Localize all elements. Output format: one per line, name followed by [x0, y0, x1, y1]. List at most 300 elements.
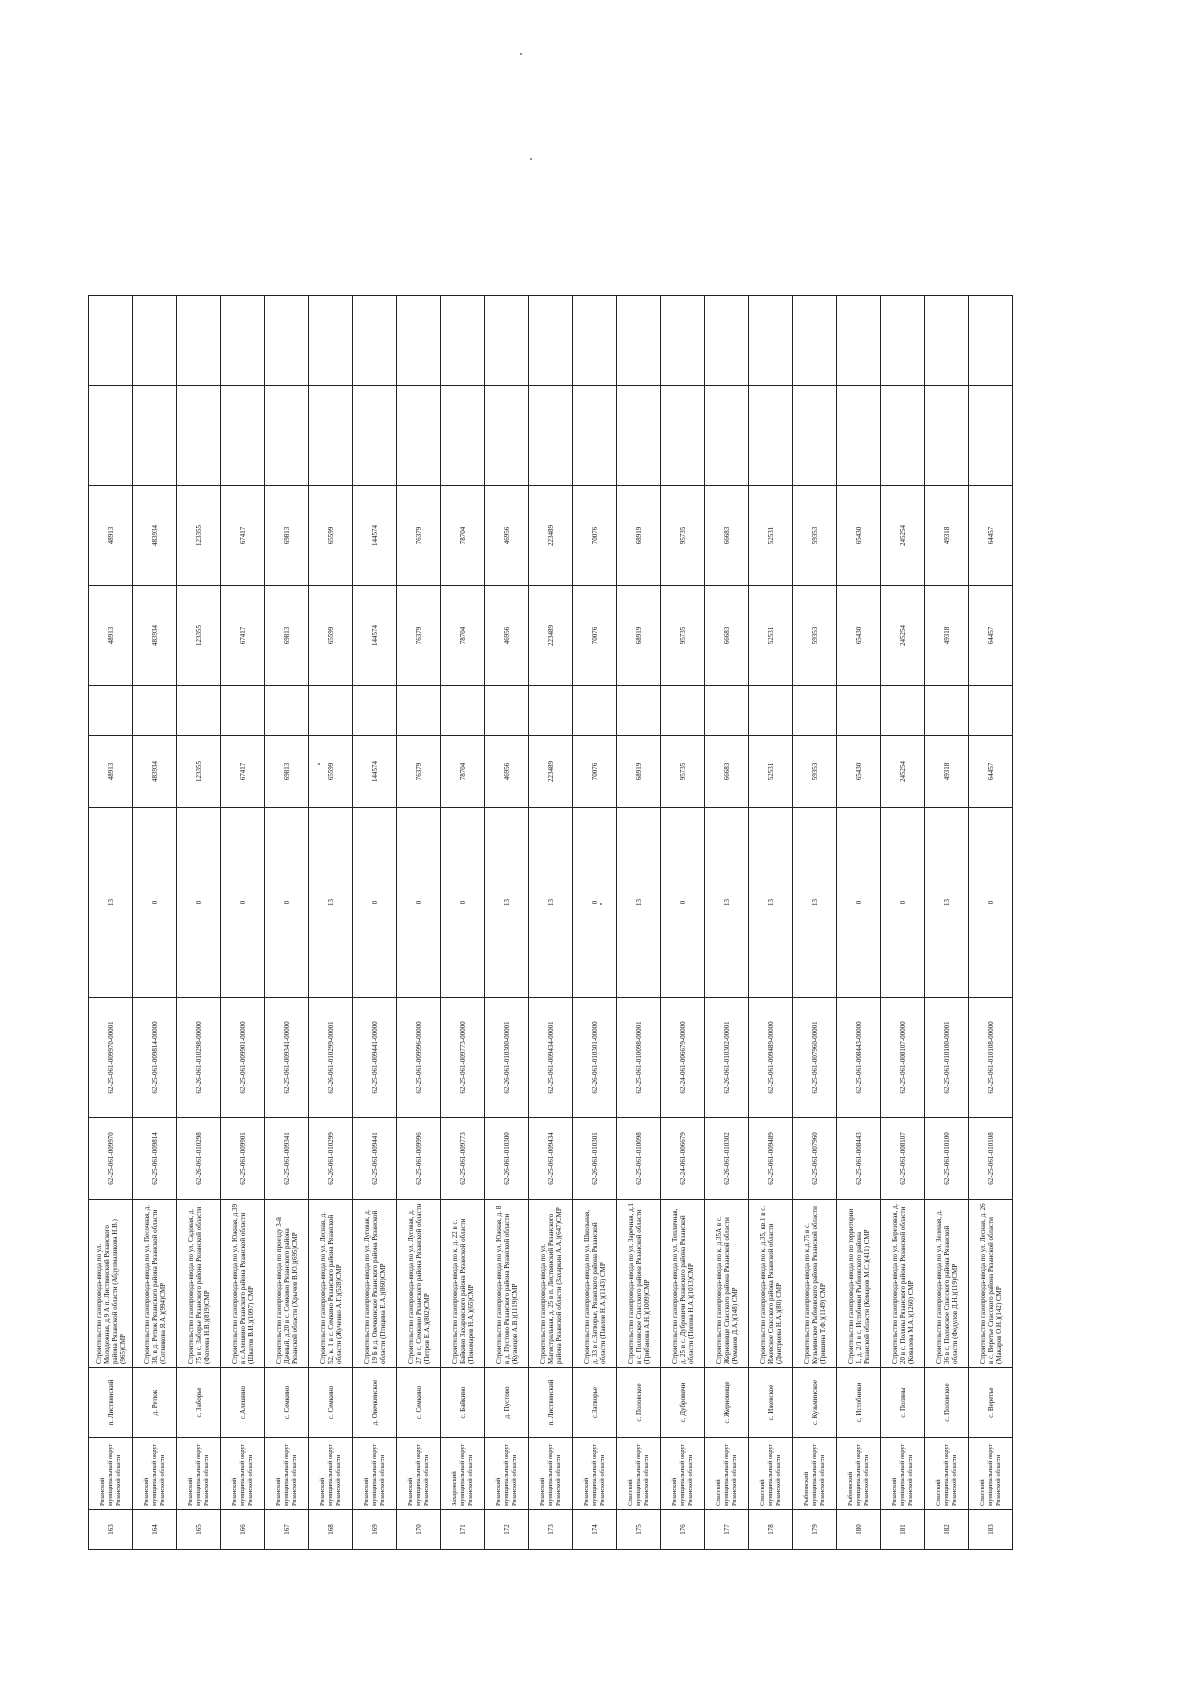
- description-cell: Строительство газопровода-ввода по ул. Луговая, д. 19 Б в д. Овечкинское Рязанского района Рязанской области (Птицина Е.А.)(860)СМР: [353, 1200, 397, 1368]
- extra-cell: [969, 386, 1013, 486]
- description-cell: Строительство газопровода-ввода по ул. Песочная, д. 38, в д. Ретюк Рязанского района Рязанской области (Сотникова Я.А.)(994)СМР: [133, 1200, 177, 1368]
- amount-federal-cell: 66683: [705, 586, 749, 686]
- amount-empty-cell: [925, 686, 969, 736]
- municipality-cell: Спасский муниципальный округ Рязанской области: [925, 1438, 969, 1510]
- settlement-cell: с. Семкино: [309, 1368, 353, 1438]
- table-row: [617, 296, 661, 1550]
- table-row: [529, 296, 573, 1550]
- row-number: 172: [485, 1510, 529, 1550]
- amount-total-cell: 64457: [969, 736, 1013, 808]
- amount-federal-cell: 76379: [397, 586, 441, 686]
- category-cell: 13: [309, 808, 353, 998]
- amount-total-cell: 68919: [617, 736, 661, 808]
- amount-total-cell: 65430: [837, 736, 881, 808]
- amount-total-cell: 144574: [353, 736, 397, 808]
- amount-regional-cell: 78704: [441, 486, 485, 586]
- amount-federal-cell: 65599: [309, 586, 353, 686]
- amount-federal-cell: 64457: [969, 586, 1013, 686]
- note-cell: [881, 296, 925, 386]
- extra-cell: [705, 386, 749, 486]
- object-code-cell: 62-26-061-010300-00001: [485, 998, 529, 1118]
- settlement-cell: с. Семкино: [397, 1368, 441, 1438]
- note-cell: [441, 296, 485, 386]
- municipality-cell: Спасский муниципальный округ Рязанской области: [969, 1438, 1013, 1510]
- settlement-cell: с. Байкино: [441, 1368, 485, 1438]
- table-row: [133, 296, 177, 1550]
- amount-empty-cell: [221, 686, 265, 736]
- amount-federal-cell: 78704: [441, 586, 485, 686]
- description-cell: Строительство газопровода-ввода по ул. Березовая, д. 20 в с. Поляны Рязанского района Рязанской области (Ковалева М.А.)(1260) СМР: [881, 1200, 925, 1368]
- row-number: 183: [969, 1510, 1013, 1550]
- municipality-cell: Рязанский муниципальный округ Рязанской области: [221, 1438, 265, 1510]
- amount-regional-cell: 245254: [881, 486, 925, 586]
- settlement-cell: с. Поляны: [881, 1368, 925, 1438]
- amount-regional-cell: 48913: [89, 486, 133, 586]
- row-number: 164: [133, 1510, 177, 1550]
- amount-empty-cell: [133, 686, 177, 736]
- extra-cell: [661, 386, 705, 486]
- amount-regional-cell: 49318: [925, 486, 969, 586]
- amount-empty-cell: [353, 686, 397, 736]
- extra-cell: [793, 386, 837, 486]
- amount-regional-cell: 69813: [265, 486, 309, 586]
- amount-regional-cell: 483934: [133, 486, 177, 586]
- row-number: 179: [793, 1510, 837, 1550]
- amount-total-cell: 483934: [133, 736, 177, 808]
- object-code-cell: 62-25-061-010108-00000: [969, 998, 1013, 1118]
- note-cell: [925, 296, 969, 386]
- object-id-cell: 62-25-061-009814: [133, 1118, 177, 1200]
- amount-federal-cell: 95735: [661, 586, 705, 686]
- table-row: [837, 296, 881, 1550]
- object-id-cell: 62-25-061-010108: [969, 1118, 1013, 1200]
- scan-speck: [520, 53, 522, 55]
- amount-federal-cell: 68919: [617, 586, 661, 686]
- municipality-cell: Рязанский муниципальный округ Рязанской области: [529, 1438, 573, 1510]
- amount-federal-cell: 483934: [133, 586, 177, 686]
- row-number: 178: [749, 1510, 793, 1550]
- row-number: 181: [881, 1510, 925, 1550]
- amount-total-cell: 67417: [221, 736, 265, 808]
- table-row: [881, 296, 925, 1550]
- amount-federal-cell: 70076: [573, 586, 617, 686]
- description-cell: Строительство газопровода-ввода по ул. Лесная, д. 26 в с. Веретье Спасского района Рязанской области (Макаров О.Н.)(142) СМР: [969, 1200, 1013, 1368]
- category-cell: 0: [133, 808, 177, 998]
- amount-regional-cell: 64457: [969, 486, 1013, 586]
- note-cell: [793, 296, 837, 386]
- object-id-cell: 62-25-061-009970: [89, 1118, 133, 1200]
- object-code-cell: 62-26-061-010301-00000: [573, 998, 617, 1118]
- row-number: 176: [661, 1510, 705, 1550]
- object-id-cell: 62-25-061-010100: [925, 1118, 969, 1200]
- category-cell: 0: [573, 808, 617, 998]
- gas-pipeline-table: [88, 295, 1013, 1550]
- amount-total-cell: 46956: [485, 736, 529, 808]
- municipality-cell: Рыбновский муниципальный округ Рязанской области: [793, 1438, 837, 1510]
- settlement-cell: с. Жерновище: [705, 1368, 749, 1438]
- row-number: 169: [353, 1510, 397, 1550]
- row-number: 171: [441, 1510, 485, 1550]
- municipality-cell: Рязанский муниципальный округ Рязанской области: [573, 1438, 617, 1510]
- amount-empty-cell: [969, 686, 1013, 736]
- settlement-cell: п. Листвянский: [89, 1368, 133, 1438]
- municipality-cell: Спасский муниципальный округ Рязанской области: [617, 1438, 661, 1510]
- table-row: [177, 296, 221, 1550]
- amount-federal-cell: 52531: [749, 586, 793, 686]
- amount-empty-cell: [265, 686, 309, 736]
- object-code-cell: 62-25-061-010098-00001: [617, 998, 661, 1118]
- amount-empty-cell: [881, 686, 925, 736]
- extra-cell: [89, 386, 133, 486]
- settlement-cell: с. Кузьминское: [793, 1368, 837, 1438]
- settlement-cell: с.Затворье: [573, 1368, 617, 1438]
- description-cell: Строительство газопровода-ввода по ул. Зеленая, д. 36 в с. Половское Спасского района Рязанской области (Федулов Д.Н.)(119)СМР: [925, 1200, 969, 1368]
- extra-cell: [177, 386, 221, 486]
- municipality-cell: Рязанский муниципальный округ Рязанской области: [265, 1438, 309, 1510]
- amount-federal-cell: 49318: [925, 586, 969, 686]
- amount-total-cell: 66683: [705, 736, 749, 808]
- category-cell: 13: [749, 808, 793, 998]
- object-code-cell: 62-25-061-009489-00000: [749, 998, 793, 1118]
- description-cell: Строительство газопровода-ввода по проезду 3-й Дачный, д.20 в с. Семкино Рязанского района Рязанской области (Хрычев В.Ю.)(695)СМР: [265, 1200, 309, 1368]
- amount-regional-cell: 70076: [573, 486, 617, 586]
- settlement-cell: п. Листвянский: [529, 1368, 573, 1438]
- amount-empty-cell: [617, 686, 661, 736]
- settlement-cell: с. Веретье: [969, 1368, 1013, 1438]
- amount-empty-cell: [397, 686, 441, 736]
- amount-empty-cell: [573, 686, 617, 736]
- note-cell: [397, 296, 441, 386]
- note-cell: [705, 296, 749, 386]
- note-cell: [661, 296, 705, 386]
- amount-total-cell: 65599: [309, 736, 353, 808]
- object-code-cell: 62-25-061-009773-00000: [441, 998, 485, 1118]
- table-row: [89, 296, 133, 1550]
- category-cell: 13: [485, 808, 529, 998]
- note-cell: [177, 296, 221, 386]
- description-cell: Строительство газопровода-ввода по ул. Школьная, д. 33 в с.Затворье, Рязанского района Рязанской области (Павлов Н.А.)(1143) СМР: [573, 1200, 617, 1368]
- extra-cell: [309, 386, 353, 486]
- note-cell: [573, 296, 617, 386]
- table-row: [969, 296, 1013, 1550]
- amount-regional-cell: 65599: [309, 486, 353, 586]
- amount-regional-cell: 59353: [793, 486, 837, 586]
- category-cell: 0: [837, 808, 881, 998]
- description-cell: Строительство газопровода-ввода по ул. Молодежная, д.9 А п. Листвянский Рязанского района Рязанской области (Абдулмаликова Н.В.)(965)СМР: [89, 1200, 133, 1368]
- amount-regional-cell: 67417: [221, 486, 265, 586]
- note-cell: [837, 296, 881, 386]
- extra-cell: [617, 386, 661, 486]
- note-cell: [485, 296, 529, 386]
- object-id-cell: 62-25-061-008107: [881, 1118, 925, 1200]
- object-id-cell: 62-25-061-008443: [837, 1118, 881, 1200]
- settlement-cell: с. Половское: [617, 1368, 661, 1438]
- municipality-cell: Рязанский муниципальный округ Рязанской области: [309, 1438, 353, 1510]
- note-cell: [89, 296, 133, 386]
- description-cell: Строительство газопровода-ввода по к. д.35, кв.1 в с. Ижевское Спасского района Рязанской области (Дмитриева Н.А.)(80) СМР: [749, 1200, 793, 1368]
- table-row: [925, 296, 969, 1550]
- object-id-cell: 62-26-061-010299: [309, 1118, 353, 1200]
- row-number: 163: [89, 1510, 133, 1550]
- scan-speck: [318, 763, 320, 765]
- description-cell: Строительство газопровода-ввода по к. д. 22 в с. Байкино Захаровского района Рязанской области (Пономарев Н.А.)(65)СМР: [441, 1200, 485, 1368]
- municipality-cell: Рязанский муниципальный округ Рязанской области: [177, 1438, 221, 1510]
- amount-regional-cell: 223489: [529, 486, 573, 586]
- municipality-cell: Рязанский муниципальный округ Рязанской области: [353, 1438, 397, 1510]
- table-row: [309, 296, 353, 1550]
- amount-total-cell: 223489: [529, 736, 573, 808]
- settlement-cell: д. Пустово: [485, 1368, 529, 1438]
- amount-federal-cell: 144574: [353, 586, 397, 686]
- table-row: [661, 296, 705, 1550]
- extra-cell: [749, 386, 793, 486]
- table-body: [89, 296, 1013, 1550]
- settlement-cell: с. Истобники: [837, 1368, 881, 1438]
- object-id-cell: 62-26-061-010302: [705, 1118, 749, 1200]
- description-cell: Строительство газопровода-ввода по ул. Лесная, д. 52, к. 1 в с. Семкино Рязанского района Рязанской области (Жученко А.Г.)(528)СМР: [309, 1200, 353, 1368]
- note-cell: [529, 296, 573, 386]
- amount-empty-cell: [309, 686, 353, 736]
- object-id-cell: 62-26-061-010301: [573, 1118, 617, 1200]
- amount-empty-cell: [529, 686, 573, 736]
- amount-empty-cell: [793, 686, 837, 736]
- amount-regional-cell: 52531: [749, 486, 793, 586]
- category-cell: 13: [89, 808, 133, 998]
- object-id-cell: 62-25-061-009441: [353, 1118, 397, 1200]
- settlement-cell: д. Овечкинское: [353, 1368, 397, 1438]
- settlement-cell: с. Дубровичи: [661, 1368, 705, 1438]
- note-cell: [617, 296, 661, 386]
- amount-empty-cell: [705, 686, 749, 736]
- amount-regional-cell: 68919: [617, 486, 661, 586]
- amount-total-cell: 70076: [573, 736, 617, 808]
- row-number: 168: [309, 1510, 353, 1550]
- note-cell: [265, 296, 309, 386]
- category-cell: 13: [617, 808, 661, 998]
- category-cell: 0: [881, 808, 925, 998]
- scan-speck: [530, 158, 532, 160]
- note-cell: [221, 296, 265, 386]
- extra-cell: [573, 386, 617, 486]
- object-code-cell: 62-25-061-009434-00001: [529, 998, 573, 1118]
- category-cell: 0: [441, 808, 485, 998]
- object-id-cell: 62-26-061-010298: [177, 1118, 221, 1200]
- object-id-cell: 62-24-061-006679: [661, 1118, 705, 1200]
- amount-total-cell: 123355: [177, 736, 221, 808]
- amount-total-cell: 69813: [265, 736, 309, 808]
- amount-federal-cell: 46956: [485, 586, 529, 686]
- extra-cell: [397, 386, 441, 486]
- extra-cell: [441, 386, 485, 486]
- object-code-cell: 62-25-061-008443-00000: [837, 998, 881, 1118]
- amount-regional-cell: 66683: [705, 486, 749, 586]
- category-cell: 0: [661, 808, 705, 998]
- row-number: 175: [617, 1510, 661, 1550]
- category-cell: 13: [705, 808, 749, 998]
- row-number: 167: [265, 1510, 309, 1550]
- table-row: [705, 296, 749, 1550]
- note-cell: [353, 296, 397, 386]
- amount-federal-cell: 245254: [881, 586, 925, 686]
- object-code-cell: 62-25-061-007960-00001: [793, 998, 837, 1118]
- object-code-cell: 62-26-061-010299-00001: [309, 998, 353, 1118]
- description-cell: Строительство газопровода-ввода по ул. Южная, д. 8 в д. Пустово Рязанского района Рязанской области (Кузнецов А.В.)(1119)СМР: [485, 1200, 529, 1368]
- extra-cell: [353, 386, 397, 486]
- row-number: 165: [177, 1510, 221, 1550]
- note-cell: [133, 296, 177, 386]
- object-id-cell: 62-25-061-009996: [397, 1118, 441, 1200]
- table-row: [485, 296, 529, 1550]
- table-row: [749, 296, 793, 1550]
- amount-regional-cell: 144574: [353, 486, 397, 586]
- object-id-cell: 62-25-061-007960: [793, 1118, 837, 1200]
- description-cell: Строительство газопровода-ввода по ул. Южная, д.39 в с.Алешино Рязанского района Рязанской области (Шкатов В.И.)(1097) СМР: [221, 1200, 265, 1368]
- amount-regional-cell: 46956: [485, 486, 529, 586]
- row-number: 170: [397, 1510, 441, 1550]
- settlement-cell: с. Половское: [925, 1368, 969, 1438]
- amount-federal-cell: 123355: [177, 586, 221, 686]
- row-number: 166: [221, 1510, 265, 1550]
- object-code-cell: 62-25-061-009996-00000: [397, 998, 441, 1118]
- table-row: [221, 296, 265, 1550]
- table-row: [573, 296, 617, 1550]
- object-code-cell: 62-25-061-008107-00000: [881, 998, 925, 1118]
- municipality-cell: Рязанский муниципальный округ Рязанской области: [661, 1438, 705, 1510]
- amount-federal-cell: 59353: [793, 586, 837, 686]
- municipality-cell: Захаровский муниципальный округ Рязанской области: [441, 1438, 485, 1510]
- amount-empty-cell: [661, 686, 705, 736]
- municipality-cell: Рязанский муниципальный округ Рязанской области: [397, 1438, 441, 1510]
- amount-empty-cell: [177, 686, 221, 736]
- object-code-cell: 62-24-061-006679-00000: [661, 998, 705, 1118]
- municipality-cell: Рязанский муниципальный округ Рязанской области: [89, 1438, 133, 1510]
- amount-federal-cell: 48913: [89, 586, 133, 686]
- category-cell: 0: [221, 808, 265, 998]
- category-cell: 0: [265, 808, 309, 998]
- settlement-cell: с. Семкино: [265, 1368, 309, 1438]
- object-code-cell: 62-26-061-010302-00001: [705, 998, 749, 1118]
- amount-total-cell: 78704: [441, 736, 485, 808]
- amount-total-cell: 52531: [749, 736, 793, 808]
- table-row: [441, 296, 485, 1550]
- table-row: [265, 296, 309, 1550]
- row-number: 174: [573, 1510, 617, 1550]
- row-number: 182: [925, 1510, 969, 1550]
- amount-total-cell: 245254: [881, 736, 925, 808]
- object-code-cell: 62-25-061-009341-00000: [265, 998, 309, 1118]
- amount-total-cell: 48913: [89, 736, 133, 808]
- extra-cell: [837, 386, 881, 486]
- row-number: 180: [837, 1510, 881, 1550]
- category-cell: 0: [353, 808, 397, 998]
- amount-total-cell: 59353: [793, 736, 837, 808]
- table-row: [793, 296, 837, 1550]
- table-row: [397, 296, 441, 1550]
- category-cell: 13: [925, 808, 969, 998]
- amount-empty-cell: [485, 686, 529, 736]
- description-cell: Строительство газопровода-ввода по ул. Заречная, д.1 в с. Половское Спасского района Рязанской области (Грибанова А.Н.)(1009)СМР: [617, 1200, 661, 1368]
- amount-empty-cell: [441, 686, 485, 736]
- note-cell: [749, 296, 793, 386]
- description-cell: Строительство газопровода-ввода по ул. Тепличная, д. 25 в с. Дубровичи Рязанского района Рязанской области (Попова Н.А.)(1013)СМР: [661, 1200, 705, 1368]
- settlement-cell: с. Заборье: [177, 1368, 221, 1438]
- category-cell: 0: [969, 808, 1013, 998]
- description-cell: Строительство газопровода-ввода по ул. Магистральная, д. 25 в п. Листвянский Рязанского района Рязанской области (Захаркин А.А.)(647)СМР: [529, 1200, 573, 1368]
- description-cell: Строительство газопровода-ввода по к. д.35А в с. Жерновище Спасского района Рязанской области (Романов Д.А.)(148) СМР: [705, 1200, 749, 1368]
- extra-cell: [265, 386, 309, 486]
- amount-total-cell: 76379: [397, 736, 441, 808]
- extra-cell: [221, 386, 265, 486]
- amount-total-cell: 95735: [661, 736, 705, 808]
- municipality-cell: Рязанский муниципальный округ Рязанской области: [133, 1438, 177, 1510]
- amount-regional-cell: 95735: [661, 486, 705, 586]
- object-id-cell: 62-25-061-009773: [441, 1118, 485, 1200]
- object-code-cell: 62-25-061-009901-00000: [221, 998, 265, 1118]
- municipality-cell: Спасский муниципальный округ Рязанской области: [749, 1438, 793, 1510]
- municipality-cell: Рязанский муниципальный округ Рязанской области: [485, 1438, 529, 1510]
- municipality-cell: Рязанский муниципальный округ Рязанской области: [881, 1438, 925, 1510]
- object-id-cell: 62-25-061-009489: [749, 1118, 793, 1200]
- description-cell: Строительство газопровода-ввода по к.д.75 в с. Кузьминское Рыбновского района Рязанской области (Гришина Т.Ф.)(1149) СМР: [793, 1200, 837, 1368]
- object-id-cell: 62-26-061-010300: [485, 1118, 529, 1200]
- amount-regional-cell: 65430: [837, 486, 881, 586]
- municipality-cell: Спасский муниципальный округ Рязанской области: [705, 1438, 749, 1510]
- object-id-cell: 62-25-061-009434: [529, 1118, 573, 1200]
- amount-federal-cell: 69813: [265, 586, 309, 686]
- object-code-cell: 62-25-061-010100-00001: [925, 998, 969, 1118]
- object-code-cell: 62-26-061-010298-00000: [177, 998, 221, 1118]
- category-cell: 0: [177, 808, 221, 998]
- amount-regional-cell: 76379: [397, 486, 441, 586]
- amount-empty-cell: [749, 686, 793, 736]
- extra-cell: [133, 386, 177, 486]
- extra-cell: [485, 386, 529, 486]
- object-code-cell: 62-25-061-009441-00000: [353, 998, 397, 1118]
- note-cell: [309, 296, 353, 386]
- category-cell: 13: [793, 808, 837, 998]
- description-cell: Строительство газопровода-ввода по ул. Садовая, д. 75 в с. Заборье Рязанского района Рязанской области (Фатеева Н.В.)(819)СМР: [177, 1200, 221, 1368]
- amount-empty-cell: [89, 686, 133, 736]
- settlement-cell: д. Ретюк: [133, 1368, 177, 1438]
- amount-total-cell: 49318: [925, 736, 969, 808]
- amount-empty-cell: [837, 686, 881, 736]
- settlement-cell: с.Алешино: [221, 1368, 265, 1438]
- row-number: 177: [705, 1510, 749, 1550]
- amount-federal-cell: 67417: [221, 586, 265, 686]
- amount-federal-cell: 223489: [529, 586, 573, 686]
- description-cell: Строительство газопровода-ввода по ул. Луговая, д. 27 в с. Семкино Рязанского района Рязанской области (Петров Е.А.)(802)СМР: [397, 1200, 441, 1368]
- object-code-cell: 62-25-061-009970-00001: [89, 998, 133, 1118]
- category-cell: 13: [529, 808, 573, 998]
- extra-cell: [881, 386, 925, 486]
- table-row: [353, 296, 397, 1550]
- row-number: 173: [529, 1510, 573, 1550]
- extra-cell: [925, 386, 969, 486]
- settlement-cell: с. Ижевское: [749, 1368, 793, 1438]
- object-code-cell: 62-25-061-009814-00000: [133, 998, 177, 1118]
- object-id-cell: 62-25-061-009901: [221, 1118, 265, 1200]
- extra-cell: [529, 386, 573, 486]
- amount-regional-cell: 123355: [177, 486, 221, 586]
- object-id-cell: 62-25-061-010098: [617, 1118, 661, 1200]
- category-cell: 0: [397, 808, 441, 998]
- description-cell: Строительство газопровода-ввода по по территории 1, д. 2/1 в с. Истобники Рыбновского района Рязанской области (Комаров М.С.)(411) СМР: [837, 1200, 881, 1368]
- object-id-cell: 62-25-061-009341: [265, 1118, 309, 1200]
- note-cell: [969, 296, 1013, 386]
- scan-speck: [600, 903, 602, 905]
- amount-federal-cell: 65430: [837, 586, 881, 686]
- municipality-cell: Рыбновский муниципальный округ Рязанской области: [837, 1438, 881, 1510]
